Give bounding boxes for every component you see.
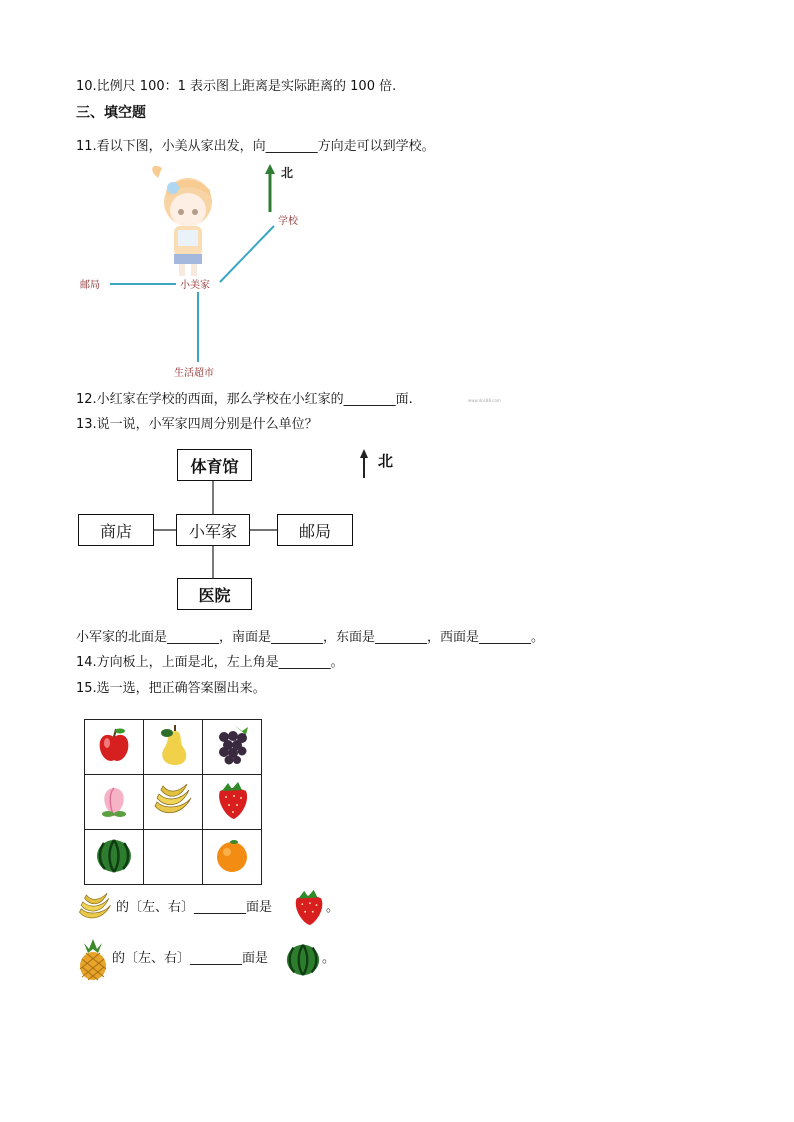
grid-cell-empty	[144, 830, 203, 885]
grid-cell	[85, 775, 144, 830]
q15-line-2-end: 。	[322, 951, 336, 966]
q15-line-1-end: 。	[326, 900, 340, 915]
center-box-home: 小军家	[176, 514, 250, 546]
fruit-grid	[84, 719, 262, 885]
strawberry-icon	[212, 779, 252, 821]
south-box-hospital: 医院	[177, 578, 252, 610]
watermark-text: www.doc88.com	[468, 398, 501, 403]
grid-cell	[203, 830, 262, 885]
grid-cell	[85, 830, 144, 885]
grid-cell	[144, 720, 203, 775]
pineapple-icon	[76, 937, 110, 981]
section-title: 三、填空题	[76, 105, 146, 121]
question-11: 11.看以下图，小美从家出发，向________方向走可以到学校。	[76, 139, 435, 154]
map-north-label: 北	[281, 166, 294, 180]
grid-cell	[203, 720, 262, 775]
q13-north-label: 北	[378, 452, 394, 470]
grid-cell	[85, 720, 144, 775]
question-13: 13.说一说，小军家四周分别是什么单位？	[76, 417, 318, 432]
strawberry-icon	[289, 887, 327, 927]
banana-icon	[76, 888, 114, 926]
question-12: 12.小红家在学校的西面，那么学校在小红家的________面.	[76, 392, 413, 407]
watermelon-icon	[94, 835, 134, 875]
banana-icon	[151, 780, 195, 820]
west-box-shop: 商店	[78, 514, 154, 546]
orange-icon	[212, 835, 252, 875]
q13-answer-line: 小军家的北面是________，南面是________，东面是________，西面是________。	[76, 630, 545, 645]
apple-icon	[94, 725, 134, 765]
question-10: 10.比例尺 100：1 表示图上距离是实际距离的 100 倍.	[76, 79, 397, 94]
grid-cell	[144, 775, 203, 830]
question-14: 14.方向板上，上面是北，左上角是________。	[76, 655, 344, 670]
question-15: 15.选一选，把正确答案圈出来。	[76, 681, 266, 696]
grapes-icon	[212, 723, 252, 767]
peach-icon	[94, 780, 134, 820]
map-post-office-label: 邮局	[80, 280, 100, 291]
pear-icon	[153, 723, 193, 767]
north-box-gym: 体育馆	[177, 449, 252, 481]
watermelon-icon	[284, 940, 322, 978]
q15-line-2: 的〔左、右〕________面是	[112, 951, 269, 966]
map-home-label: 小美家	[180, 280, 210, 291]
map-school-label: 学校	[278, 216, 298, 227]
q15-line-1: 的〔左、右〕________面是	[116, 900, 273, 915]
east-box-post-office: 邮局	[277, 514, 353, 546]
map-supermarket-label: 生活超市	[174, 368, 214, 379]
grid-cell	[203, 775, 262, 830]
